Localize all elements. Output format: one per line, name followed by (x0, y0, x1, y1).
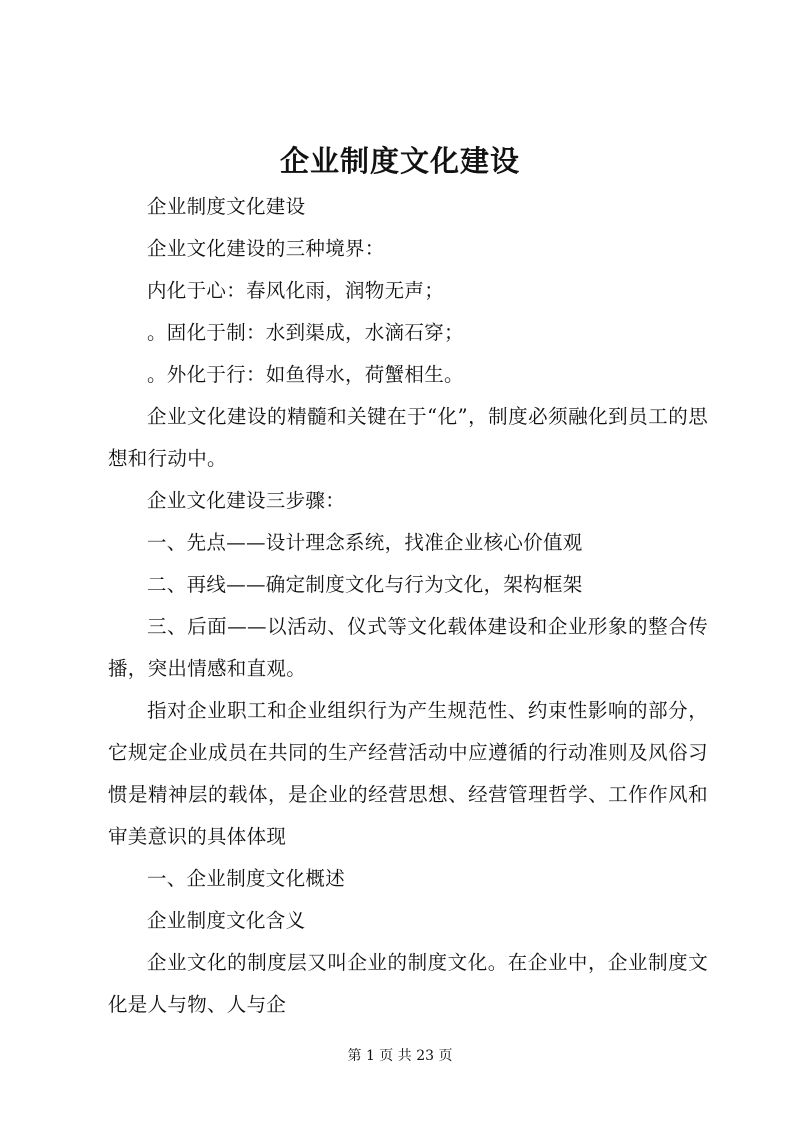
paragraph-1: 企业制度文化建设 (147, 195, 306, 218)
paragraph-4: 。固化于制：水到渠成，水滴石穿； (147, 321, 464, 344)
document-title: 企业制度文化建设 (279, 144, 520, 178)
paragraph-5: 。外化于行：如鱼得水，荷蟹相生。 (147, 363, 464, 386)
paragraph-14: 企业文化的制度层又叫企业的制度文化。在企业中，企业制度文化是人与物、人与企 (108, 951, 708, 1016)
paragraph-11: 指对企业职工和企业组织行为产生规范性、约束性影响的部分，它规定企业成员在共同的生产经营活动中应遵循的行动准则及风俗习惯是精神层的载体，是企业的经营思想、经营管理哲学、工作作风和审美意识的具体体现 (108, 699, 708, 848)
paragraph-6: 企业文化建设的精髓和关键在于“化”，制度必须融化到员工的思想和行动中。 (108, 405, 708, 470)
paragraph-10: 三、后面——以活动、仪式等文化载体建设和企业形象的整合传播，突出情感和直观。 (108, 615, 708, 680)
paragraph-9: 二、再线——确定制度文化与行为文化，架构框架 (147, 573, 583, 596)
paragraph-7: 企业文化建设三步骤： (147, 489, 346, 512)
paragraph-12: 一、企业制度文化概述 (147, 867, 346, 890)
paragraph-3: 内化于心：春风化雨，润物无声； (147, 279, 445, 302)
paragraph-13: 企业制度文化含义 (147, 909, 306, 932)
paragraph-8: 一、先点——设计理念系统，找准企业核心价值观 (147, 531, 583, 554)
document-body (108, 186, 708, 1026)
page-number-footer: 第 1 页 共 23 页 (347, 1048, 453, 1064)
paragraph-2: 企业文化建设的三种境界： (147, 237, 385, 260)
